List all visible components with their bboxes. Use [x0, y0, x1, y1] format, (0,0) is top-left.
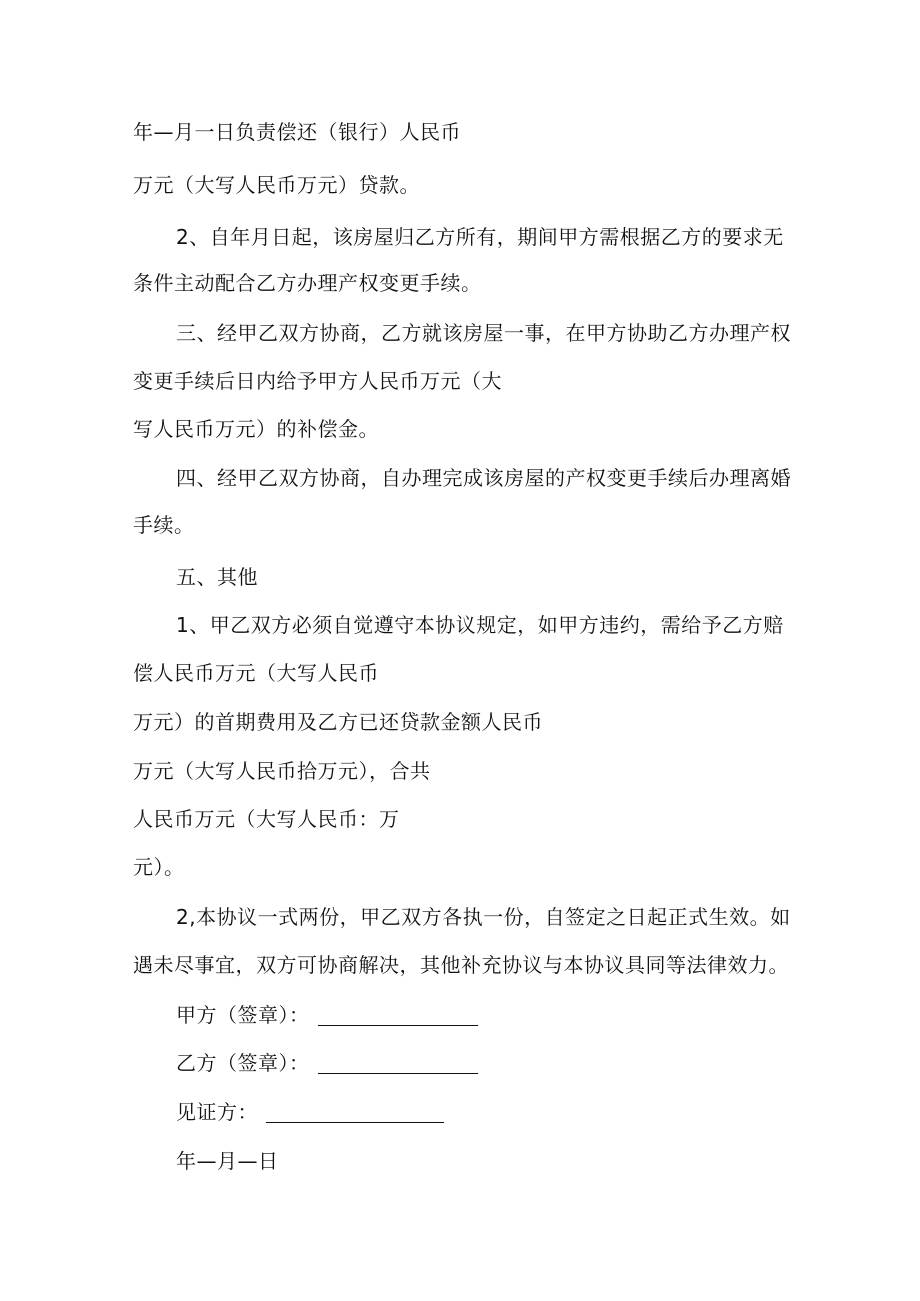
text-line: 变更手续后日内给予甲方人民币万元（大 [133, 369, 502, 393]
text-line: 人民币万元（大写人民币：万 [133, 807, 400, 831]
text-line: 遇未尽事宜，双方可协商解决，其他补充协议与本协议具同等法律效力。 [133, 953, 789, 977]
witness-label: 见证方： [176, 1100, 258, 1124]
text-line: 写人民币万元）的补偿金。 [133, 417, 379, 441]
party-b-signature [176, 1050, 478, 1076]
text-line: 万元（大写人民币拾万元），合共 [133, 759, 431, 783]
text-line: 条件主动配合乙方办理产权变更手续。 [133, 271, 482, 295]
party-a-signature [176, 1002, 478, 1028]
text-line: 偿人民币万元（大写人民币 [133, 661, 379, 685]
text-line: 2、自年月日起，该房屋归乙方所有，期间甲方需根据乙方的要求无 [176, 225, 784, 249]
text-line: 万元）的首期费用及乙方已还贷款金额人民币 [133, 710, 543, 734]
witness-signature [176, 1099, 444, 1125]
text-line: 三、经甲乙双方协商，乙方就该房屋一事，在甲方协助乙方办理产权 [176, 321, 791, 345]
text-line: 四、经甲乙双方协商，自办理完成该房屋的产权变更手续后办理离婚 [176, 466, 791, 490]
text-line: 1、甲乙双方必须自觉遵守本协议规定，如甲方违约，需给予乙方赔 [176, 613, 784, 637]
text-line: 2,本协议一式两份，甲乙双方各执一份，自签定之日起正式生效。如 [176, 905, 791, 929]
text-line: 年—月一日负责偿还（银行）人民币 [133, 120, 461, 144]
party-a-label: 甲方（签章）： [176, 1003, 310, 1027]
text-line: 万元（大写人民币万元）贷款。 [133, 173, 420, 197]
party-b-signature-line [318, 1053, 478, 1074]
party-b-label: 乙方（签章）： [176, 1051, 310, 1075]
text-line: 手续。 [133, 513, 195, 537]
section-heading: 五、其他 [176, 565, 258, 589]
party-a-signature-line [318, 1005, 478, 1026]
signing-date: 年—月—日 [176, 1149, 279, 1173]
text-line: 元）。 [133, 855, 185, 879]
witness-signature-line [266, 1102, 444, 1123]
